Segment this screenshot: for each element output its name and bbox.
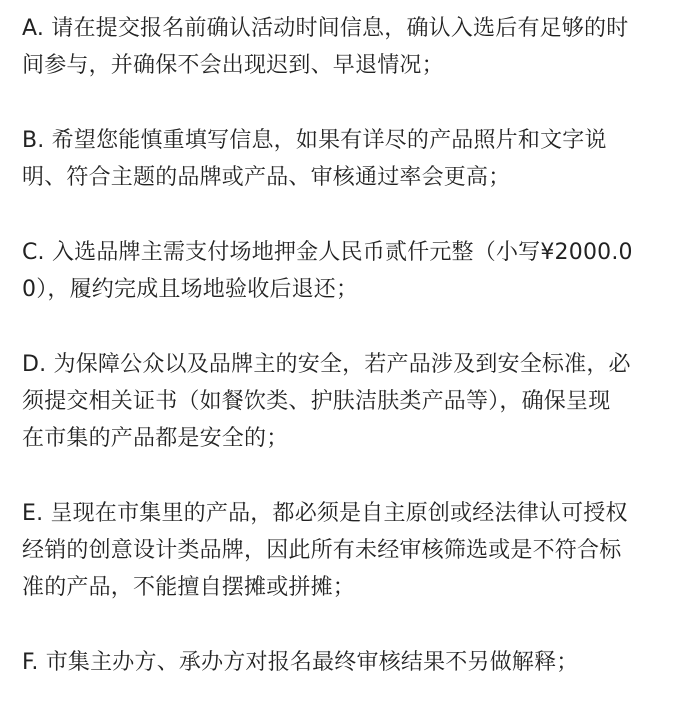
notice-item-d-line-3: 在市集的产品都是安全的； bbox=[22, 426, 289, 451]
notice-item-d-line-2: 须提交相关证书（如餐饮类、护肤洁肤类产品等），确保呈现 bbox=[22, 389, 611, 414]
notice-item-c-line-2: 0），履约完成且场地验收后退还； bbox=[22, 277, 359, 302]
notice-item-a-line-2: 间参与，并确保不会出现迟到、早退情况； bbox=[22, 53, 444, 78]
notice-item-e bbox=[22, 495, 680, 606]
notice-item-e-line-3: 准的产品，不能擅自摆摊或拼摊； bbox=[22, 575, 356, 600]
notice-item-b-line-1: B. 希望您能慎重填写信息，如果有详尽的产品照片和文字说 bbox=[22, 128, 607, 153]
notice-item-f bbox=[22, 644, 680, 681]
notice-item-a bbox=[22, 10, 680, 84]
notice-item-b bbox=[22, 122, 680, 196]
notice-item-c-line-1: C. 入选品牌主需支付场地押金人民币贰仟元整（小写¥2000.0 bbox=[22, 240, 633, 265]
notice-item-b-line-2: 明、符合主题的品牌或产品、审核通过率会更高； bbox=[22, 165, 511, 190]
notice-item-d bbox=[22, 346, 680, 457]
notice-item-c bbox=[22, 234, 680, 308]
notice-item-e-line-1: E. 呈现在市集里的产品，都必须是自主原创或经法律认可授权 bbox=[22, 501, 628, 526]
notice-item-e-line-2: 经销的创意设计类品牌，因此所有未经审核筛选或是不符合标 bbox=[22, 538, 622, 563]
notice-item-f-line-1: F. 市集主办方、承办方对报名最终审核结果不另做解释； bbox=[22, 650, 579, 675]
notice-item-a-line-1: A. 请在提交报名前确认活动时间信息，确认入选后有足够的时 bbox=[22, 16, 629, 41]
notice-item-d-line-1: D. 为保障公众以及品牌主的安全，若产品涉及到安全标准，必 bbox=[22, 352, 631, 377]
